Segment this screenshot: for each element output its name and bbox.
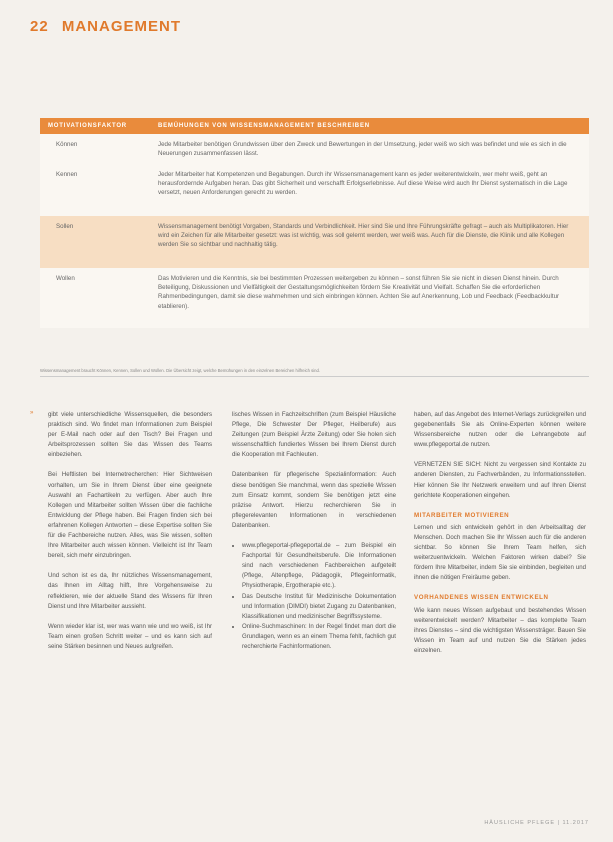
section-title: MANAGEMENT — [61, 18, 182, 35]
paragraph: Bei Heftlisten bei Internetrecherchen: Hier Sichtweisen vorhalten, um Sie in Ihrem Dienst über eine geeignete Auswahl an Fachartikeln zu verfügen. Aber auch Ihre Kollegen und Mitarbeiter sollten Wissen über die fachliche Entwicklung der Pflege haben. Bei Fragen finden sich bei erfahrenen Kollegen Antworten – diese Expertise sollten Sie für die Fachbereiche nutzen. Alles, was Sie wissen, sollten Ihre Mitarbeiter auch wissen können. Vielleicht ist Ihr Team bereit, sich mehr einzubringen. — [48, 471, 212, 560]
page-footer: HÄUSLICHE PFLEGE | 11.2017 — [484, 820, 589, 826]
row-text: Wissensmanagement benötigt Vorgaben, Standards und Verbindlichkeit. Hier sind Sie und Ihre Führungskräfte gefragt – auch als Multiplikatoren. Hier wird ein Zeichen für alle Mitarbeiter gesetzt: was ist wichtig, was soll gelernt werden, wer weiß was. Auch für die Dienste, die Klinik und alle Kollegen werden Sie so sichtbar und nachhaltig tätig. — [158, 223, 569, 249]
paragraph: Wie kann neues Wissen aufgebaut und bestehendes Wissen weiterentwickelt werden? Mitarbeiter – das komplette Team ihres Dienstes – sind die wichtigsten Wissensträger. Bauen Sie Wissen im Team auf und nutzen Sie die Stärken jedes einzelnen. — [414, 606, 586, 654]
table-row — [40, 268, 589, 328]
text-column-1 — [48, 410, 212, 662]
text-column-2 — [232, 410, 396, 660]
table-caption: Wissensmanagement braucht Können, Kennen, Sollen und Wollen. Die Übersicht zeigt, welche Bemühungen in den einzelnen Bereichen hilfreich sind. — [40, 368, 320, 373]
resource-list — [232, 541, 396, 652]
table-row — [40, 164, 589, 216]
paragraph: haben, auf das Angebot des Internet-Verlags zurückgreifen und gegebenenfalls Sie als Online-Experten können weitere Wissensbereiche nutzen oder die Lehrangebote auf www.pflegeportal.de nutzen. — [414, 411, 586, 449]
column-header-factor: MOTIVATIONSFAKTOR — [48, 123, 127, 129]
page-number: 22 — [30, 18, 49, 35]
table-header — [40, 118, 589, 134]
text-column-3 — [414, 410, 586, 666]
paragraph: Datenbanken für pflegerische Spezialinformation: Auch diese benötigen Sie manchmal, wenn das spezielle Wissen zum Einsatz kommt, sondern Sie benötigen jetzt eine präzise Antwort. Hierzu recherchieren Sie in pflegerelevanten Informationen in verschiedenen Datenbanken. — [232, 471, 396, 529]
page-header — [30, 18, 181, 35]
paragraph: Und schon ist es da, Ihr nützliches Wissensmanagement, das Ihnen im Alltag hilft, Ihre Vorgehensweise zu reflektieren, wie der aktuelle Stand des Wissens für Ihren Dienst und Ihre Mitarbeiter aussieht. — [48, 572, 212, 610]
row-text: Jede Mitarbeiter benötigen Grundwissen über den Zweck und Bewertungen in der Umsetzung, jeder weiß wo sich was befindet und wie es sich in die Neuerungen zusammenfassen lässt. — [158, 141, 567, 158]
paragraph: lisches Wissen in Fachzeitschriften (zum Beispiel Häusliche Pflege, Die Schwester Der Pfleger, Heilberufe) aus Zeitungen (zum Beispiel Ärzte Zeitung) oder Sie holen sich wissenschaftlich fundiertes Wissen bei Ihrem Dienst durch die Kooperation mit Fachleuten. — [232, 411, 396, 459]
column-header-description: BEMÜHUNGEN VON WISSENSMANAGEMENT BESCHREIBEN — [158, 123, 370, 129]
paragraph: Lernen und sich entwickeln gehört in den Arbeitsalltag der Menschen. Doch machen Sie Ihr Wissen auch für die anderen sichtbar. So können Sie Ihrem Team helfen, sich weiterzuentwickeln. Welchen Faktoren wirken dabei? Sie fördern Ihre Mitarbeiter, indem Sie sie einbinden, begleiten und ihnen die nötigen Freiräume geben. — [414, 523, 586, 582]
row-factor: Können — [56, 141, 78, 148]
subheading: MITARBEITER MOTIVIEREN — [414, 511, 510, 519]
list-item: • www.pflegeportal-pflegeportal.de – zum Beispiel ein Fachportal für Gesundheitsberufe. Die Informationen sind nach verschiedenen Fachbereichen aufgeteilt (Pflege, Altenpflege, Pädagogik, Pflegeinformatik, Physiotherapie, Ergotherapie etc.). — [242, 541, 396, 591]
table-row — [40, 216, 589, 268]
divider — [40, 376, 589, 377]
motivation-table — [40, 118, 589, 328]
list-item: • Das Deutsche Institut für Medizinische Dokumentation und Information (DIMDI) bietet Zugang zu Datenbanken, Klassifikationen und medizinischer Begriffssysteme. — [242, 592, 396, 622]
row-text: Das Motivieren und die Kenntnis, sie bei bestimmten Prozessen weitergeben zu können – sonst führen Sie sie nicht in diesen Dienst hinein. Durch Beteiligung, Diskussionen und Vielfältigkeit der Gestaltungsmöglichkeiten fördern Sie Kreativität und Vielfalt. Schaffen Sie die erforderlichen Rahmenbedingungen, damit sie diese wahrnehmen und sich einbringen können. Achten Sie auf Anerkennung, Lob und Feedback (Feedbackkultur etablieren). — [158, 275, 560, 310]
row-factor: Sollen — [56, 223, 74, 230]
continue-arrow-icon: » — [30, 410, 34, 416]
table-row — [40, 134, 589, 164]
paragraph: gibt viele unterschiedliche Wissensquellen, die besonders praktisch sind. Wo findet man Informationen zum Beispiel per E-Mail nach oder auf den Tisch? Bei Fragen und Arbeitsprozessen sollten Sie das Wissen des Teams einbeziehen. — [48, 411, 212, 459]
row-text: Jeder Mitarbeiter hat Kompetenzen und Begabungen. Durch ihr Wissensmanagement kann es jeder weiterentwickeln, wer mehr weiß, geht an herausfordernde Aufgaben heran. Das gibt Sicherheit und verschafft Erfolgserlebnisse. Auf diese Weise wird auch Ihr Dienst systematisch in die Lage versetzt, neuen Anforderungen gerecht zu werden. — [158, 171, 568, 197]
subheading: VORHANDENES WISSEN ENTWICKELN — [414, 594, 549, 602]
row-factor: Kennen — [56, 171, 78, 178]
paragraph: VERNETZEN SIE SICH: Nicht zu vergessen sind Kontakte zu anderen Diensten, zu Fachverbänden, zu Informationsstellen. Hier können Sie Ihr Netzwerk erweitern und auf Ihren Dienst gerichtete Kooperationen eingehen. — [414, 461, 586, 499]
row-factor: Wollen — [56, 275, 75, 282]
paragraph: Wenn wieder klar ist, wer was wann wie und wo weiß, ist Ihr Team einen großen Schritt weiter – und es kann sich auf seine Stärken besinnen und Neues aufgreifen. — [48, 622, 212, 650]
list-item: • Online-Suchmaschinen: In der Regel findet man dort die Grundlagen, wenn es an einem Thema fehlt, fachlich gut recherchierte Fachinformationen. — [242, 622, 396, 652]
